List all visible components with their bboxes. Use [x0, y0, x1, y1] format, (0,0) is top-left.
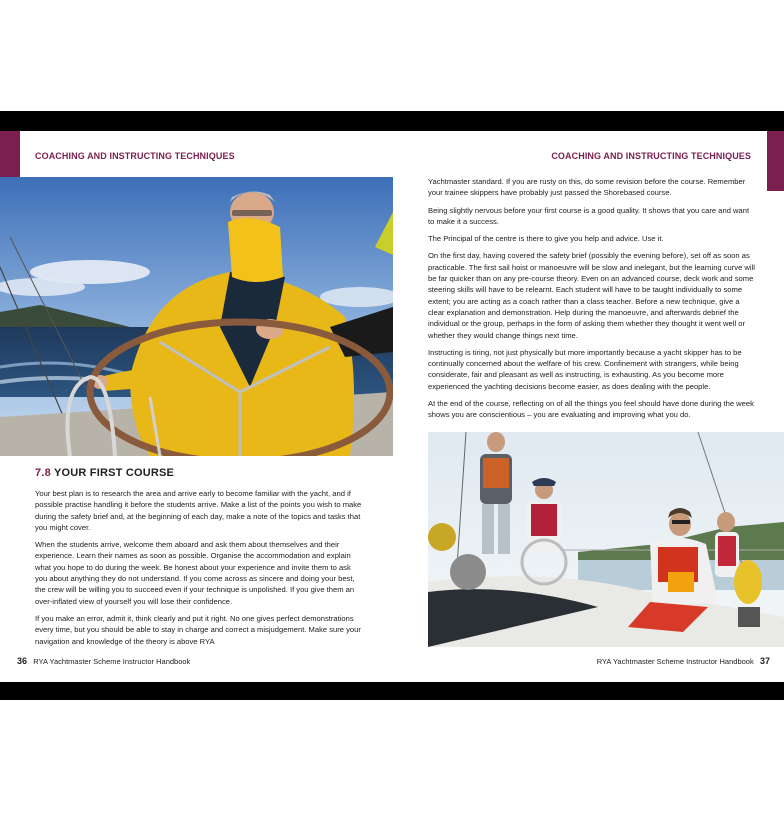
footer-title-left: RYA Yachtmaster Scheme Instructor Handbook: [33, 657, 191, 666]
paragraph: The Principal of the centre is there to give you help and advice. Use it.: [428, 234, 664, 244]
paragraph: When the students arrive, welcome them aboard and ask them about themselves and their experience. Learn their names as soon as possible. Organise the accommodation and explain what you hope to do during the week. Be honest about your experience and invite them to ask you about anything they do not understand. If you come across as sincere and doing your best, the crew will be willing you to succeed even if your technique is unpolished. If you give them an over-inflated view of yourself you will lose their confidence.: [35, 540, 355, 606]
footer-title-right: RYA Yachtmaster Scheme Instructor Handbook: [596, 657, 754, 666]
left-text-column: [35, 488, 365, 653]
section-title-text: YOUR FIRST COURSE: [53, 467, 175, 479]
page-number-left: 36: [17, 656, 28, 666]
paragraph: Being slightly nervous before your first course is a good quality. It shows that you care and want to make it a success.: [428, 205, 750, 226]
top-black-bar: [0, 111, 784, 131]
paragraph: Instructing is tiring, not just physically but more importantly because a yacht skipper has to be continually concerned about the welfare of his crew. Confinement with strangers, while being considerate, fair and pleasant as well as instructing, is exhausting. As you become more experienced the yachting decisions become easier, as does dealing with the people.: [428, 347, 742, 391]
running-head-left: COACHING AND INSTRUCTING TECHNIQUES: [35, 151, 235, 161]
paragraph: At the end of the course, reflecting on of all the things you feel should have done during the week shows you are conscientious – you are evaluating and improving what you do.: [428, 399, 754, 420]
crew-on-deck-photo: [428, 432, 784, 647]
section-heading: [35, 467, 174, 479]
helmsman-photo: [0, 177, 393, 456]
bottom-black-bar: [0, 682, 784, 700]
footer-left: [17, 656, 190, 666]
paragraph: Yachtmaster standard. If you are rusty on this, do some revision before the course. Remember your trainee skippers have probably just passed the Shorebased course.: [428, 177, 746, 198]
paragraph: On the first day, having covered the safety brief (possibly the evening before), set off as soon as practicable. The first sail hoist or manoeuvre will be slow and inelegant, but the learning curve will be far quicker than on any pre-course theory. Even on an advanced course, deck work and some steering skills will have to be relearnt. Each student will have to be taught individually to some extent; you are acting as a coach rather than a class teacher. Before a new technique, give a clear explanation and demonstration. Help during the manoeuvre, and afterwards debrief the individual or the group, perhaps in the form of asking them whether they thought it went well or whether they would change things next time.: [428, 251, 755, 340]
page-number-right: 37: [759, 656, 770, 666]
paragraph: Your best plan is to research the area and arrive early to become familiar with the yacht, and if possible practise handling it before the students arrive. Make a list of the points you wish to make during the safety brief and, at the beginning of each day, make a note of the topics and tasks that you might cover.: [35, 489, 362, 532]
running-head-right: COACHING AND INSTRUCTING TECHNIQUES: [551, 151, 751, 161]
right-text-column: [428, 176, 756, 427]
paragraph: If you make an error, admit it, think clearly and put it right. No one gives perfect demonstrations every time, but you should be able to stay in charge and correct a misjudgement. Make sure your navigation and knowledge of the theory is above RYA: [35, 613, 361, 646]
left-page-tab: [0, 131, 20, 177]
right-page-tab: [767, 131, 784, 191]
footer-right: [597, 656, 770, 666]
section-number: 7.8: [35, 467, 51, 479]
